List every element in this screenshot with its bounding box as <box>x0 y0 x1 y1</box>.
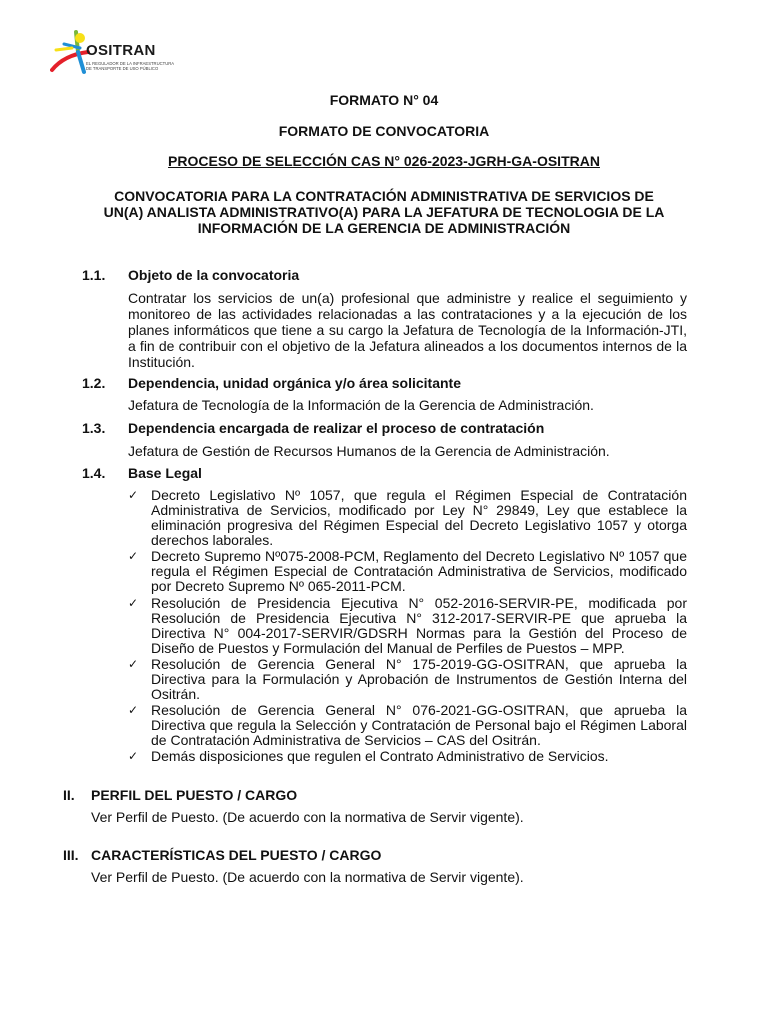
checkmark-icon: ✓ <box>128 488 139 502</box>
section-title: Objeto de la convocatoria <box>128 267 300 283</box>
checkmark-icon: ✓ <box>128 596 139 610</box>
section-number: III. <box>63 847 79 863</box>
section-title: Dependencia, unidad orgánica y/o área solicitante <box>128 375 461 391</box>
checkmark-icon: ✓ <box>128 657 139 671</box>
logo-tagline: EL REGULADOR DE LA INFRAESTRUCTURA DE TRANSPORTE DE USO PÚBLICO <box>86 61 174 71</box>
section-1-3-body: Jefatura de Gestión de Recursos Humanos de la Gerencia de Administración. <box>128 443 610 459</box>
legal-basis-text: Demás disposiciones que regulen el Contrato Administrativo de Servicios. <box>151 748 609 764</box>
formato-number: FORMATO N° 04 <box>329 92 439 108</box>
checkmark-icon: ✓ <box>128 549 139 563</box>
proceso-title: PROCESO DE SELECCIÓN CAS N° 026-2023-JGRH-GA-OSITRAN <box>168 153 600 169</box>
section-title: PERFIL DEL PUESTO / CARGO <box>91 787 298 803</box>
title-line: INFORMACIÓN DE LA GERENCIA DE ADMINISTRACIÓN <box>197 220 571 236</box>
ositran-star-icon <box>50 28 90 78</box>
title-line: CONVOCATORIA PARA LA CONTRATACIÓN ADMINISTRATIVA DE SERVICIOS DE <box>114 188 654 204</box>
convocatoria-title <box>80 188 688 236</box>
legal-basis-text: Decreto Legislativo Nº 1057, que regula el Régimen Especial de Contratación Administrativa de Servicios, modificado por Ley N° 29849, Ley que establece la eliminación progresiva del Régimen Especial del Decreto Legislativo 1057 y otorga derechos laborales. <box>151 487 687 548</box>
section-1-2-body: Jefatura de Tecnología de la Información de la Gerencia de Administración. <box>128 397 594 413</box>
title-line: UN(A) ANALISTA ADMINISTRATIVO(A) PARA LA JEFATURA DE TECNOLOGIA DE LA <box>103 204 665 220</box>
ositran-logo <box>50 28 185 80</box>
section-ii-body: Ver Perfil de Puesto. (De acuerdo con la normativa de Servir vigente). <box>91 809 524 825</box>
legal-basis-text: Resolución de Gerencia General N° 175-2019-GG-OSITRAN, que aprueba la Directiva para la Formulación y Aprobación de Instrumentos de Gestión Interna del Ositrán. <box>151 656 687 702</box>
section-number: 1.4. <box>82 465 106 481</box>
checkmark-icon: ✓ <box>128 703 139 717</box>
legal-basis-text: Resolución de Gerencia General N° 076-2021-GG-OSITRAN, que aprueba la Directiva que regula la Selección y Contratación de Personal bajo el Régimen Laboral de Contratación Administrativa de Servicios – CAS del Ositrán. <box>151 702 687 748</box>
section-title: Dependencia encargada de realizar el proceso de contratación <box>128 420 545 436</box>
section-title: Base Legal <box>128 465 202 481</box>
formato-subtitle: FORMATO DE CONVOCATORIA <box>278 123 490 139</box>
logo-brand: OSITRAN <box>86 42 156 59</box>
checkmark-icon: ✓ <box>128 749 139 763</box>
section-number: 1.1. <box>82 267 106 283</box>
section-1-1-body: Contratar los servicios de un(a) profesional que administre y realice el seguimiento y monitoreo de las actividades relacionadas a las contrataciones y a la ejecución de los planes informáticos que tiene a su cargo la Jefatura de Tecnología de la Información-JTI, a fin de contribuir con el objetivo de la Jefatura alineados a los documentos internos de la Institución. <box>128 290 687 370</box>
legal-basis-text: Decreto Supremo Nº075-2008-PCM, Reglamento del Decreto Legislativo Nº 1057 que regula el Régimen Especial de Contratación Administrativa de Servicios, modificado por Decreto Supremo Nº 065-2011-PCM. <box>151 548 687 594</box>
section-number: 1.3. <box>82 420 106 436</box>
section-number: 1.2. <box>82 375 106 391</box>
legal-basis-text: Resolución de Presidencia Ejecutiva N° 052-2016-SERVIR-PE, modificada por Resolución de Presidencia Ejecutiva N° 312-2017-SERVIR-PE que aprueba la Directiva N° 004-2017-SERVIR/GDSRH Normas para la Gestión del Proceso de Diseño de Puestos y Formulación del Manual de Perfiles de Puestos – MPP. <box>151 595 687 656</box>
section-number: II. <box>63 787 75 803</box>
section-title: CARACTERÍSTICAS DEL PUESTO / CARGO <box>91 847 382 863</box>
section-iii-body: Ver Perfil de Puesto. (De acuerdo con la normativa de Servir vigente). <box>91 869 524 885</box>
